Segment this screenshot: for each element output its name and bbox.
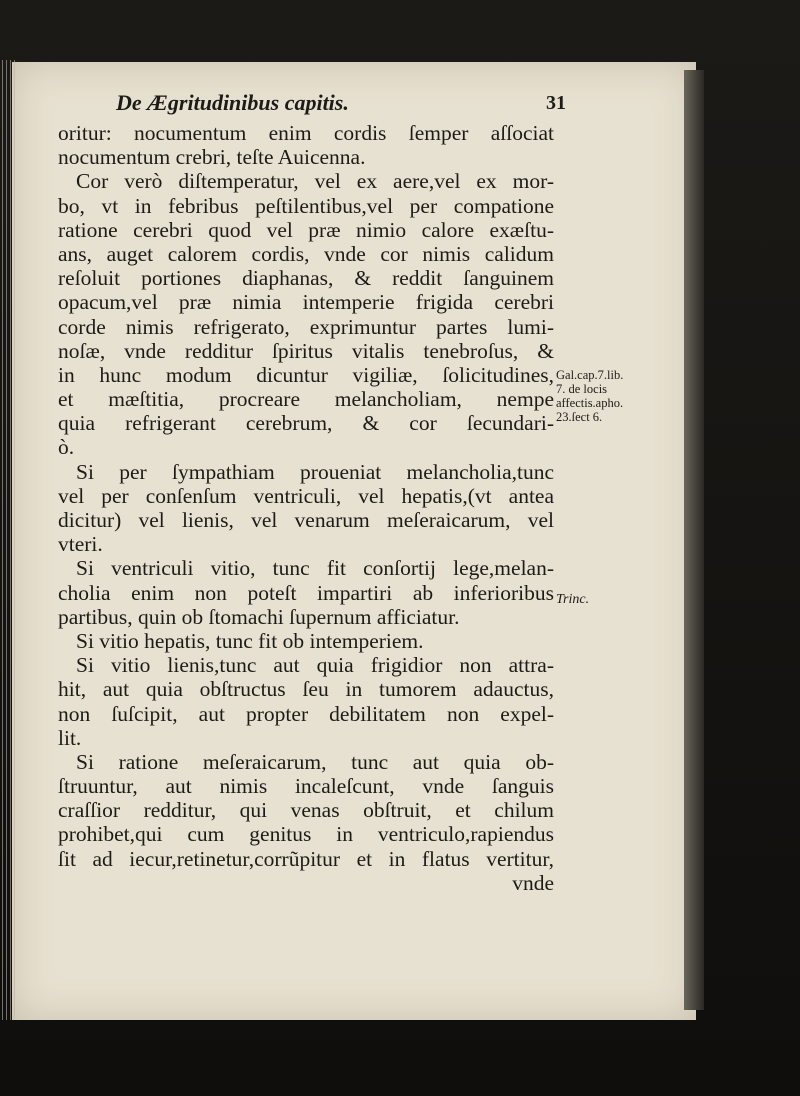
- page-edge-shadow: [684, 70, 704, 1010]
- text-line: reſoluit portiones diaphanas, & reddit ſanguinem: [58, 266, 554, 291]
- margin-note-line: 7. de locis: [556, 382, 608, 396]
- body-text: [58, 121, 554, 895]
- text-line: et mæſtitia, procreare melancholiam, nempe: [58, 387, 554, 412]
- text-line: partibus, quin ob ſtomachi ſupernum afficiatur.: [58, 604, 460, 629]
- text-line: non ſuſcipit, aut propter debilitatem non expel-: [58, 701, 554, 726]
- margin-note-line: 23.ſect 6.: [556, 410, 603, 424]
- text-line: Si ventriculi vitio, tunc fit conſortij lege,melan-: [76, 556, 554, 581]
- text-line: opacum,vel præ nimia intemperie frigida cerebri: [58, 290, 554, 315]
- text-line: ſtruuntur, aut nimis incaleſcunt, vnde ſanguis: [58, 774, 554, 799]
- page-number: 31: [546, 92, 566, 114]
- text-line: ſit ad iecur,retinetur,corrũpitur et in flatus vertitur,: [58, 846, 554, 871]
- text-line: ratione cerebri quod vel præ nimio calore exæſtu-: [58, 217, 554, 242]
- text-line: Cor verò diſtemperatur, vel ex aere,vel ex mor-: [76, 169, 554, 194]
- text-line: vel per conſenſum ventriculi, vel hepatis,(vt antea: [58, 483, 554, 508]
- text-line: Si vitio hepatis, tunc fit ob intemperiem.: [76, 628, 424, 653]
- text-line: craſſior redditur, qui venas obſtruit, et chilum: [58, 798, 554, 823]
- text-line: corde nimis refrigerato, exprimuntur partes lumi-: [58, 314, 554, 339]
- text-line: hit, aut quia obſtructus ſeu in tumorem adauctus,: [58, 677, 554, 702]
- margin-note-line: affectis.apho.: [556, 396, 624, 410]
- text-line: ans, auget calorem cordis, vnde cor nimis calidum: [58, 241, 554, 266]
- text-line: quia refrigerant cerebrum, & cor ſecundari-: [58, 411, 554, 436]
- text-line: bo, vt in febribus peſtilentibus,vel per compatione: [58, 193, 554, 218]
- text-line: in hunc modum dicuntur vigiliæ, ſolicitudines,: [58, 362, 554, 387]
- text-line: ò.: [58, 435, 75, 460]
- margin-note-line: Trinc.: [556, 592, 590, 607]
- margin-note-galen: [556, 368, 666, 424]
- text-line: lit.: [58, 725, 82, 750]
- text-line: Si ratione meſeraicarum, tunc aut quia ob-: [76, 749, 554, 774]
- text-line: noſæ, vnde redditur ſpiritus vitalis tenebroſus, &: [58, 338, 554, 363]
- text-line: Si per ſympathiam proueniat melancholia,tunc: [76, 459, 554, 484]
- margin-note-trinc: [556, 593, 666, 607]
- margin-note-line: Gal.cap.7.lib.: [556, 368, 624, 382]
- text-line: cholia enim non poteſt impartiri ab inferioribus: [58, 580, 554, 605]
- page-header: [116, 90, 576, 120]
- page-gutter: [2, 60, 16, 1020]
- text-line: nocumentum crebri, teſte Auicenna.: [58, 145, 366, 170]
- text-line: dicitur) vel lienis, vel venarum meſeraicarum, vel: [58, 508, 554, 532]
- text-line: vteri.: [58, 532, 103, 557]
- running-title: De Ægritudinibus capitis.: [116, 90, 349, 115]
- catchword: vnde: [512, 870, 554, 895]
- text-line: oritur: nocumentum enim cordis ſemper aſſociat: [58, 121, 554, 145]
- text-line: Si vitio lienis,tunc aut quia frigidior non attra-: [76, 653, 554, 678]
- text-line: prohibet,qui cum genitus in ventriculo,rapiendus: [58, 822, 554, 847]
